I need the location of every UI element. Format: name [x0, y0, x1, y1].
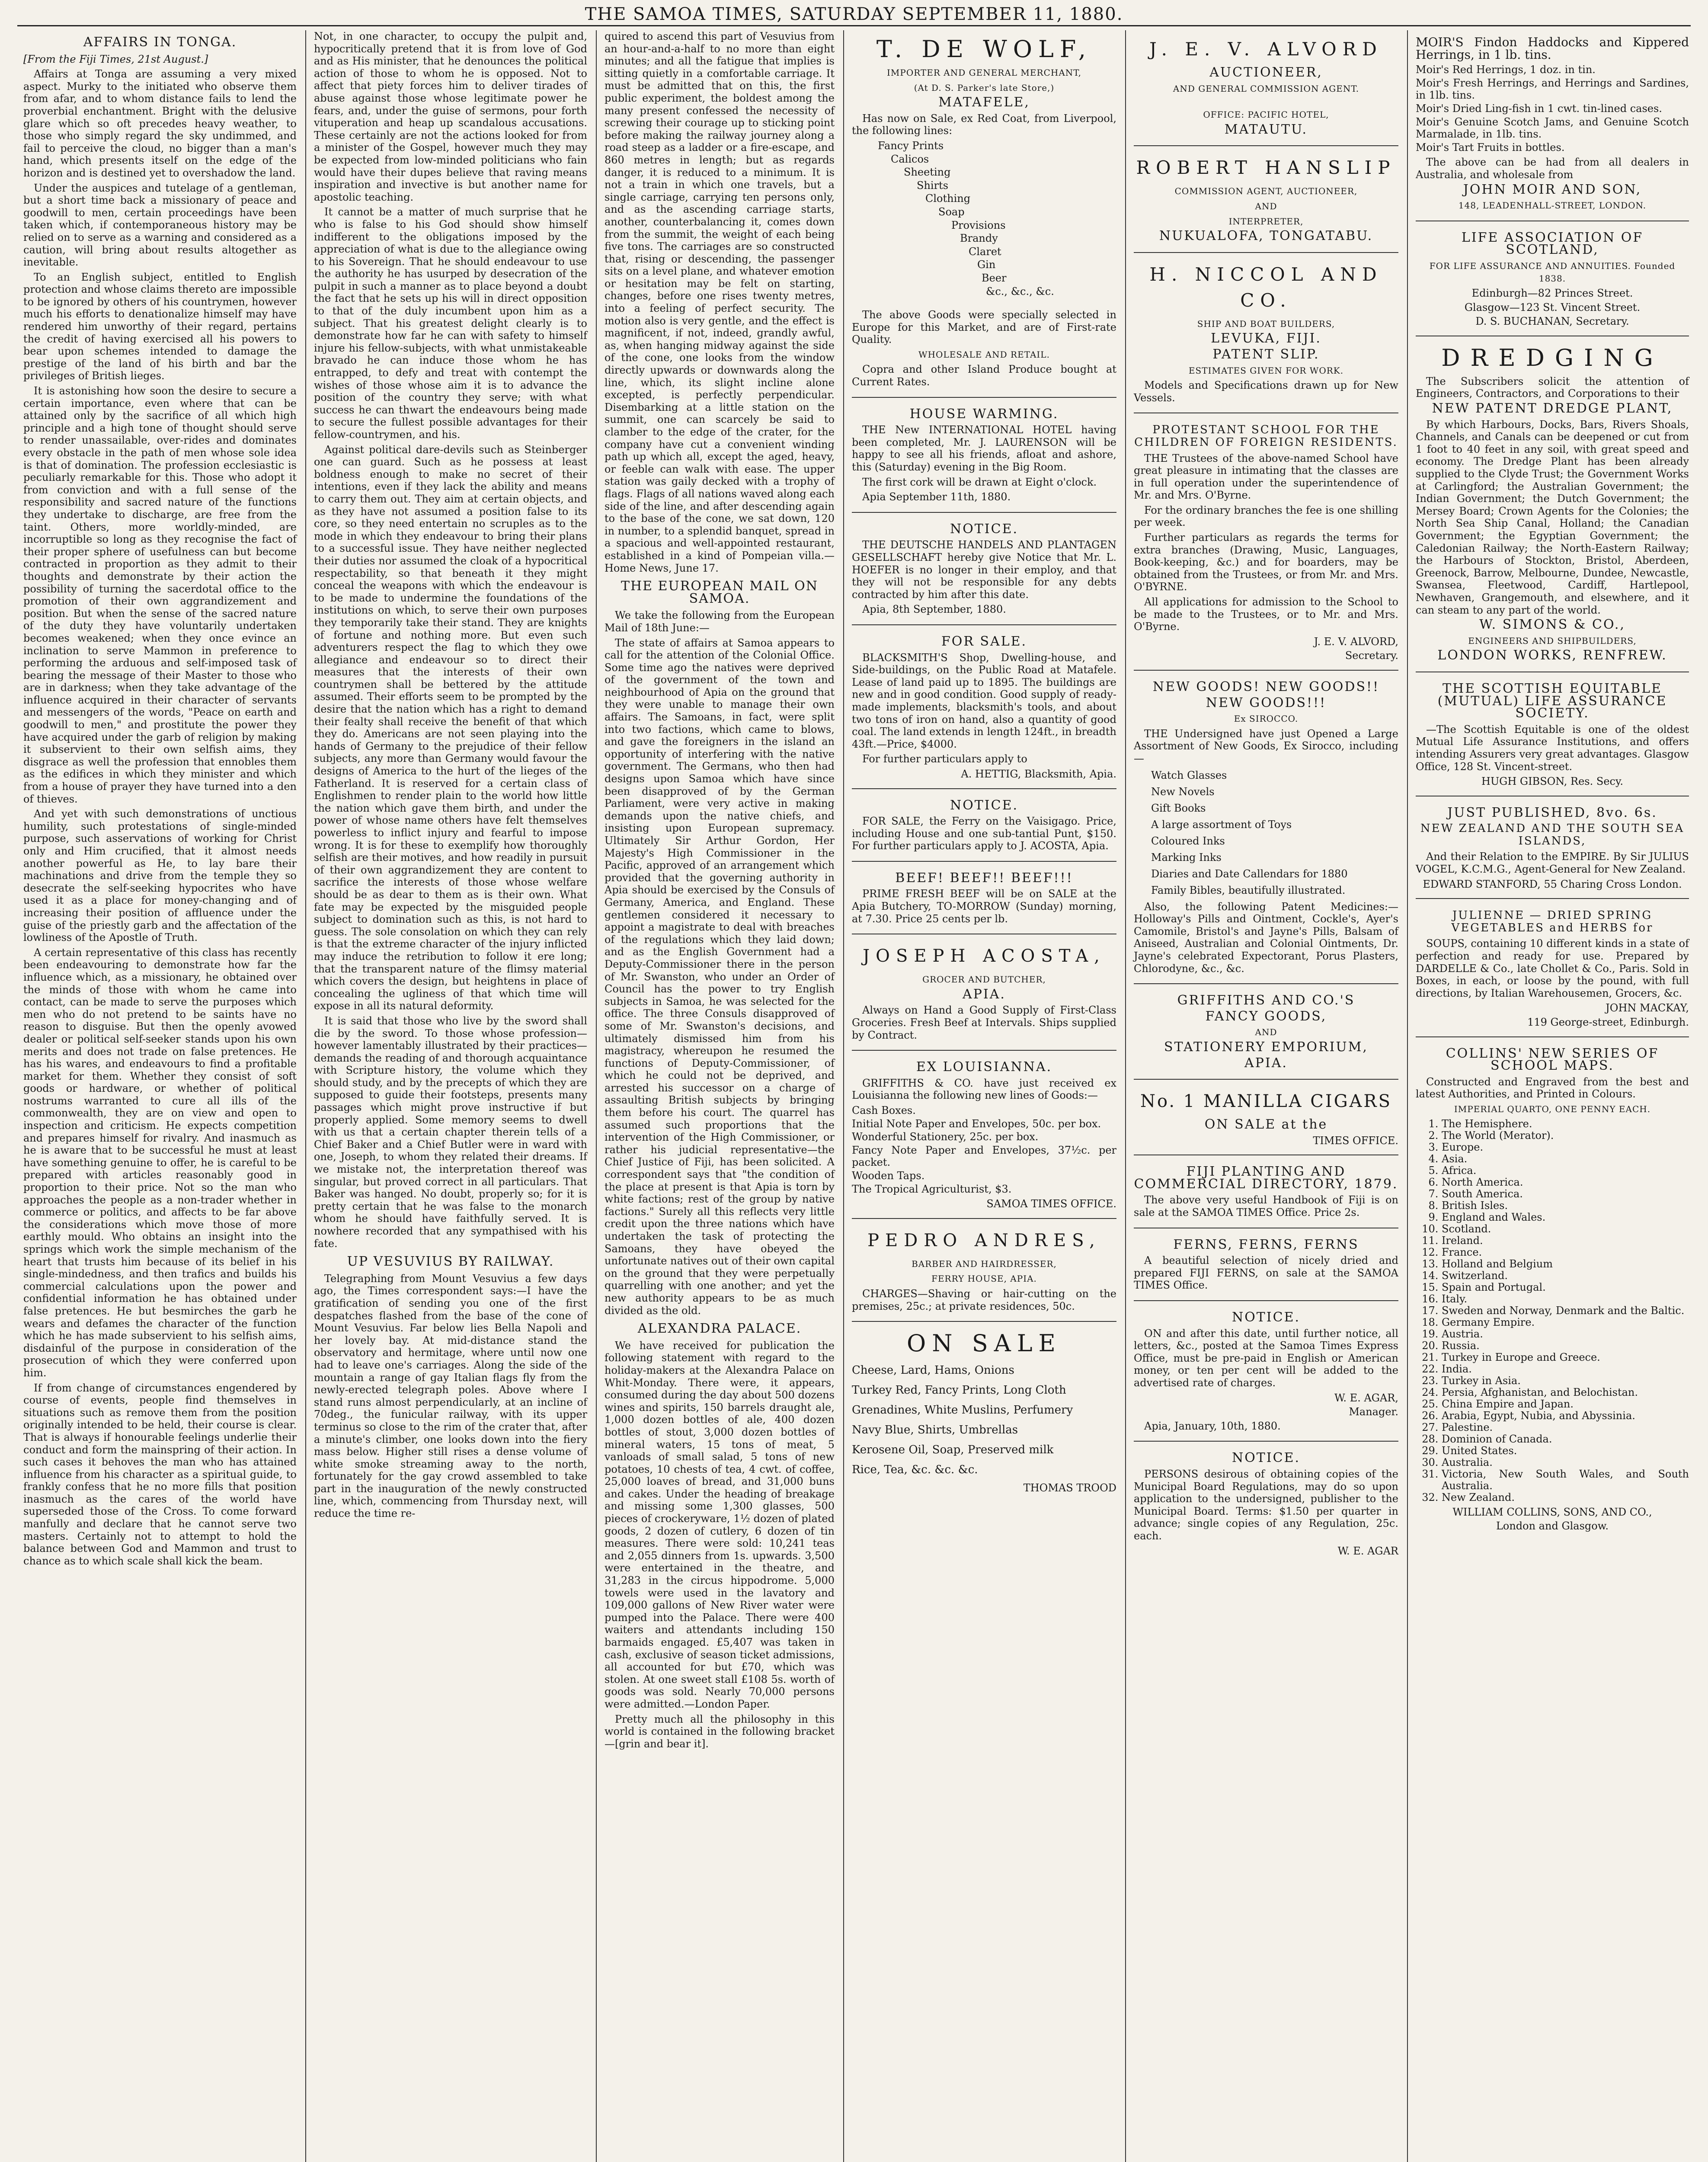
ad-name: DREDGING — [1441, 344, 1663, 371]
advertisement-collins-maps — [1416, 1040, 1689, 1540]
advertisement-for-sale-blacksmith — [852, 628, 1116, 789]
ad-body: PRIME FRESH BEEF will be on SALE at the Apia Butchery, TO-MORROW (Sunday) morning, at 7.30. Price 25 cents per lb. — [852, 888, 1116, 925]
ad-name: H. NICCOL AND CO. — [1149, 263, 1383, 311]
article-paragraph: If from change of circumstances engendered by course of events, people find themselves in situations such as remove them from the position originally intended to be held, their course is clear. That is always if honourable feelings underlie their conduct and form the mainspring of their action. In such cases it behoves the man who has attained influence from his character as a spiritual guide, to frankly confess that he no more fills that position inasmuch as the cares of the world have superseded those of the Cross. To come forward manfully and declare that he cannot serve two masters. Certainly not to attempt to hold the balance between God and Mammon and trust to chance as to which scale shall kick the beam. — [23, 1382, 297, 1567]
article-paragraph: A certain representative of this class has recently been endeavouring to demonstrate how far the influence which, as a missionary, he obtained over the minds of those with whom he came into contact, can be made to serve the purposes which men who do not pretend to be saints have no reason to disguise. But then the openly avowed dealer or political self-seeker stands upon his own merits and does not trade on false pretences. He has his wares, and endeavours to find a profitable market for them. Whether they consist of soft goods or hardware, or whether of political nostrums warranted to cure all ills of the commonwealth, they are on view and open to inspection and criticism. He expects competition and prepares himself for rivalry. And inasmuch as he is aware that to be successful he must at least have something genuine to offer, he is careful to be prepared with articles reasonably good in proportion to their price. Not so the man who approaches the people as a non-trader whether in commerce or politics, and affects to be far above the considerations which move those of more earthly mould. Who obtains an insight into the springs which work the simple mechanism of the heart that trusts him because of its belief in his single-mindedness, and then trafics and builds his commercial calculations upon the power and confidential information he has obtained under false pretences. He but besmirches the garb he wears and defames the character of the function which he has made subservient to his selfish aims, disdainful of the purpose in consideration of the prosecution of which they were conferred upon him. — [23, 946, 297, 1379]
ad-name: No. 1 MANILLA CIGARS — [1140, 1091, 1392, 1112]
map-list-item: 19. Austria. — [1442, 1328, 1689, 1340]
ad-subtitle: IMPERIAL QUARTO, ONE PENNY EACH. — [1454, 1103, 1651, 1114]
ad-place: MATAFELE, — [938, 95, 1030, 110]
article-paragraph: We take the following from the European Mail of 18th June:— — [605, 609, 835, 634]
map-list-item: 13. Holland and Belgium — [1442, 1258, 1689, 1270]
ad-item: Clothing — [925, 192, 971, 205]
ad-item: Moir's Fresh Herrings, and Herrings and Sardines, in 1lb. tins. — [1416, 77, 1689, 102]
article-source: [From the Fiji Times, 21st August.] — [23, 53, 208, 65]
ad-heading: PROTESTANT SCHOOL FOR THE CHILDREN OF FOREIGN RESIDENTS. — [1134, 423, 1398, 449]
map-list-item: 7. South America. — [1442, 1188, 1689, 1200]
ad-place: APIA. — [963, 986, 1006, 1002]
ad-subtitle: GROCER AND BUTCHER, — [922, 974, 1046, 985]
ad-address: London and Glasgow. — [1496, 1520, 1609, 1532]
column-rule — [1125, 30, 1126, 2162]
map-list-item: 14. Switzerland. — [1442, 1270, 1689, 1282]
ad-heading: FOR SALE. — [941, 633, 1027, 649]
ad-body: Also, the following Patent Medicines:—Holloway's Pills and Ointment, Cockle's, Ayer's Camomile, Bristol's and Jayne's Pills, Balsam of Aniseed, Australian and Colonial Ointments, Dr. Jayne's celebrated Expectorant, Porus Plasters, Chlorodyne, &c., &c. — [1134, 900, 1398, 975]
ad-address: 119 George-street, Edinburgh. — [1527, 1016, 1689, 1028]
ad-heading: NEW ZEALAND AND THE SOUTH SEA ISLANDS, — [1420, 822, 1685, 848]
ad-body: The above very useful Handbook of Fiji is on sale at the SAMOA TIMES Office. Price 2s. — [1134, 1194, 1398, 1219]
ad-heading: NEW GOODS!!! — [1206, 695, 1327, 710]
ad-item: Family Bibles, beautifully illustrated. — [1151, 884, 1346, 896]
ad-body: SOUPS, containing 10 different kinds in a state of perfection and ready for use. Prepared by DARDELLE & Co., late Chollet & Co., Paris. Sold in Boxes, in each, or loose by the pound, with full directions, by Italian Warehousemen, Grocers, &c. — [1416, 937, 1689, 999]
ad-signature: A. HETTIG, Blacksmith, Apia. — [961, 768, 1116, 780]
ad-item: Sheeting — [904, 166, 951, 179]
ad-heading: MOIR'S Findon Haddocks and Kippered Herrings, in 1 lb. tins. — [1416, 35, 1689, 62]
article-paragraph: It is astonishing how soon the desire to secure a certain importance, even where that can be attained only by the sacrifice of all which high principle and a high tone of thought should serve to render unassailable, over-rides and dominates every obstacle in the path of men whose sole idea is that of domination. The profession ecclesiastic is peculiarly remarkable for this. Those who adopt it from conviction and with a full sense of the responsibility and sacred nature of the functions they undertake to discharge, are free from the taint. Others, more worldly-minded, are incorruptible so long as they recognise the fact of their proper sphere of usefulness can but become contracted in proportion as they admit to their thoughts and demonstrate by their action the possibility of turning the sacerdotal office to the promotion of their own aggrandizement and position. But when the sense of the sacred nature of the duty they have voluntarily undertaken becomes weakened; when they once evince an inclination to serve Mammon in preference to performing the arduous and self-imposed task of bearing the message of their Master to those who are in darkness; when they take advantage of the influence acquired in their character of servants and messengers of the words, "Peace on earth and goodwill to men," and prostitute the power they have acquired under the garb of religion by making it subservient to their own selfish aims, they disgrace as well the profession that ennobles them as the edifices in which they minister and which from a house of prayer they have turned into a den of thieves. — [23, 385, 297, 805]
ad-body: FOR SALE, the Ferry on the Vaisigago. Price, including House and one sub-tantial Punt, $150. For further particulars apply to J. ACOSTA, Apia. — [852, 815, 1116, 852]
ad-heading: STATIONERY EMPORIUM, — [1164, 1039, 1368, 1055]
ad-place: LEVUKA, FIJI. — [1211, 331, 1321, 346]
ad-signature: HUGH GIBSON, Res. Secy. — [1481, 775, 1623, 788]
ad-subtitle: BARBER AND HAIRDRESSER, — [912, 1258, 1057, 1269]
ad-body: PERSONS desirous of obtaining copies of the Municipal Board Regulations, may do so upon application to the undersigned, publisher to the Municipal Board. Terms: $1.50 per quarter in advance; single copies of any Regulation, 25c. each. — [1134, 1468, 1398, 1542]
ad-item: Fancy Note Paper and Envelopes, 37½c. per packet. — [852, 1144, 1116, 1169]
advertisement-protestant-school — [1134, 416, 1398, 671]
ad-subtitle: INTERPRETER, — [1228, 216, 1304, 227]
ad-heading: NOTICE. — [950, 521, 1019, 537]
ad-signature: Apia, 8th September, 1880. — [862, 603, 1006, 616]
ad-body: Copra and other Island Produce bought at Current Rates. — [852, 363, 1116, 388]
ad-item: Cheese, Lard, Hams, Onions — [852, 1364, 1014, 1377]
ad-heading: COLLINS' NEW SERIES OF SCHOOL MAPS. — [1446, 1046, 1659, 1074]
map-list-item: 1. The Hemisphere. — [1442, 1118, 1689, 1130]
ad-body: The above Goods were specially selected in Europe for this Market, and are of First-rate Quality. — [852, 309, 1116, 346]
ad-item: Beer — [982, 272, 1007, 284]
ad-place: APIA. — [1244, 1055, 1288, 1071]
column-3 — [598, 30, 841, 2162]
masthead-title: THE SAMOA TIMES, SATURDAY SEPTEMBER 11, 1880. — [585, 4, 1123, 24]
ad-signature: W. E. AGAR, — [1334, 1391, 1398, 1404]
ad-signature: J. E. V. ALVORD, — [1314, 635, 1398, 648]
ad-signature: JOHN MOIR AND SON, — [1463, 182, 1642, 197]
ad-item-list — [1151, 768, 1398, 898]
ad-item: Calicos — [891, 153, 929, 165]
advertisement-manilla-cigars — [1134, 1082, 1398, 1155]
article-paragraph: We have received for publication the following statement with regard to the holiday-makers at the Alexandra Palace on Whit-Monday. There were, it appears, consumed during the day about 500 dozens wines and spirits, 150 barrels draught ale, 1,000 dozen bottles of ale, 400 dozen bottles of stout, 3,000 dozen bottles of mineral waters, 15 tons of meat, 5 vanloads of small salad, 5 tons of new potatoes, 10 chests of tea, 4 cwt. of coffee, 25,000 loaves of bread, and 31,000 buns and cakes. Under the heading of breakage and missing some 1,300 glasses, 500 pieces of crockeryware, 1½ dozen of plated goods, 2 dozen of cutlery, 6 dozen of tin measures. There were sold: 10,241 teas and 2,055 dinners from 1s. upwards. 3,500 were entertained in the theatre, and 31,283 in the circus hippodrome. 5,000 towels were used in the lavatory and 109,000 gallons of New River water were pumped into the Palace. There were 400 waiters and attendants including 150 barmaids engaged. £5,407 was taken in cash, exclusive of season ticket admissions, all accounted for but £70, which was stolen. At one sweet stall £108 5s. worth of goods was sold. Nearly 70,000 persons were admitted.—London Paper. — [605, 1339, 835, 1710]
advertisement-de-wolf — [852, 30, 1116, 398]
ad-item-list — [852, 1104, 1116, 1195]
ad-body: BLACKSMITH'S Shop, Dwelling-house, and Side-buildings, on the Public Road at Matafele. Lease of land paid up to 1895. The buildings are new and in good condition. Good supply of ready-made implements, blacksmith's tools, and about two tons of iron on hand, also a quantity of good coal. The land extends in length 124ft., in breadth 43ft.—Price, $4000. — [852, 651, 1116, 750]
map-list-item: 24. Persia, Afghanistan, and Belochistan. — [1442, 1387, 1689, 1398]
map-list-item: 23. Turkey in Asia. — [1442, 1375, 1689, 1387]
article-paragraph: quired to ascend this part of Vesuvius from an hour-and-a-half to no more than eight minutes; and all the fatigue that implies is sitting quietly in a comfortable carriage. It must be admitted that on this, the first public experiment, the boldest among the many present confessed the necessity of screwing their courage up to sticking point before making the railway journey along a road steep as a ladder or a fire-escape, and 860 metres in length; but as regards danger, it is reduced to a minimum. It is not a train in which one travels, but a single carriage, carrying ten persons only, and as the ascending carriage starts, another, counterbalancing it, comes down from the summit, the weight of each being five tons. The carriages are so constructed that, rising or descending, the passenger sits on a level plane, and whatever emotion or hesitation may be felt on starting, changes, before one rises twenty metres, into a feeling of perfect security. The motion also is very gentle, and the effect is magnificent, if not, indeed, grandly awful, as, when hanging midway against the side of the cone, one looks from the window directly upwards or downwards along the line, which, its slight incline alone excepted, is perfectly perpendicular. Disembarking at a little station on the summit, one can scarcely be said to clamber to the edge of the crater, for the company have cut a convenient winding path up which all, except the aged, heavy, or feeble can walk with ease. The upper station was gaily decked with a trophy of flags. Flags of all nations waved along each side of the line, and after descending again to the base of the cone, we sat down, 120 in number, to a splendid banquet, spread in a spacious and well-appointed restaurant, established in a kind of Pompeian villa.—Home News, June 17. — [605, 30, 835, 574]
ad-heading: BEEF! BEEF!! BEEF!!! — [895, 870, 1073, 886]
advertisement-just-published — [1416, 799, 1689, 899]
advertisement-andres — [852, 1222, 1116, 1322]
ad-signature: WILLIAM COLLINS, SONS, AND CO., — [1452, 1506, 1652, 1518]
article-paragraph: To an English subject, entitled to English protection and whose claims thereto are impossible to be ignored by others of his countrymen, however much his efforts to denationalize himself may have rendered him unworthy of their regard, pertains the credit of having exercised all his powers to bear upon schemes intended to damage the prestige of the land of his birth and bar the privileges of British lieges. — [23, 271, 297, 382]
map-list-item: 21. Turkey in Europe and Greece. — [1442, 1352, 1689, 1363]
article-paragraph: The state of affairs at Samoa appears to call for the attention of the Colonial Office. Some time ago the natives were deprived of the government of the town and neighbourhood of Apia on the ground that they were unable to manage their own affairs. The Samoans, in fact, were split into two factions, which came to blows, and gave the foreigners in the island an opportunity of interfering with the native government. The Germans, who then had designs upon Samoa which have since been disapproved of by the German Parliament, were very active in making demands upon the native chiefs, and insisting upon European supremacy. Ultimately Sir Arthur Gordon, Her Majesty's High Commissioner in the Pacific, approved of an arrangement which provided that the governing authority in Apia should be exercised by the Consuls of Germany, America, and England. These gentlemen considered it necessary to appoint a magistrate to deal with breaches of the regulations which they laid down; and as the English Government had a Deputy-Commissioner there in the person of Mr. Swanston, who under an Order of Council has the power to try English subjects in Samoa, he was selected for the office. The three Consuls disapproved of some of Mr. Swanston's decisions, and ultimately dismissed him from his magistracy, whereupon he resumed the functions of Deputy-Commissioner, of which he could not be deprived, and arrested his successor on a charge of assaulting British subjects by bringing them before his court. The quarrel has assumed such proportions that the intervention of the High Commissioner, or rather his judicial representative—the Chief Justice of Fiji, has been solicited. A correspondent says that "the condition of the place at present is that Apia is torn by white factions; rest of the group by native factions." Surely all this reflects very little credit upon the three nations which have undertaken the task of protecting the Samoans, they have obeyed the unfortunate natives out of their own capital on the ground that they were perpetually quarrelling with one another; and yet the new authority appears to be as much divided as the old. — [605, 636, 835, 1317]
ad-item: &c., &c., &c. — [986, 285, 1054, 297]
ad-item: Wooden Taps. — [852, 1169, 925, 1182]
map-list-item: 11. Ireland. — [1442, 1235, 1689, 1247]
ad-item: Navy Blue, Shirts, Umbrellas — [852, 1423, 1018, 1437]
map-list-item: 32. New Zealand. — [1442, 1492, 1689, 1503]
advertisement-ex-louisianna — [852, 1053, 1116, 1219]
ad-item-list — [878, 140, 1116, 297]
ad-item: Brandy — [960, 232, 998, 245]
column-4 — [846, 30, 1123, 2162]
map-list-item: 5. Africa. — [1442, 1165, 1689, 1177]
ad-body: ON and after this date, until further notice, all letters, &c., posted at the Samoa Times Express Office, must be pre-paid in English or American money, or ten per cent will be added to the advertised rate of charges. — [1134, 1327, 1398, 1389]
ad-body: Constructed and Engraved from the best and latest Authorities, and Printed in Colours. — [1416, 1075, 1689, 1100]
ad-heading: NOTICE. — [950, 797, 1019, 813]
map-list-item: 2. The World (Merator). — [1442, 1130, 1689, 1142]
ad-signature: THOMAS TROOD — [1023, 1482, 1116, 1494]
ad-name: T. DE WOLF, — [876, 35, 1092, 63]
ad-heading: THE SCOTTISH EQUITABLE (MUTUAL) LIFE ASSURANCE SOCIETY. — [1437, 681, 1667, 721]
ad-subtitle: ON SALE at the — [1204, 1117, 1328, 1132]
ad-address: 148, LEADENHALL-STREET, LONDON. — [1458, 200, 1647, 211]
ad-item: Moir's Tart Fruits in bottles. — [1416, 141, 1565, 154]
advertisement-notice-regulations — [1134, 1444, 1398, 1565]
article-paragraph: It cannot be a matter of much surprise that he who is false to his God should show himself indifferent to the obligations imposed by the appreciation of what is due to the allegiance owing to his Sovereign. That he should endeavour to use the authority he has usurped by desecration of the pulpit in such a manner as to place beyond a doubt the fact that he sets up his will in direct opposition to that of the duly incumbent upon him as a subject. That his greatest delight clearly is to demonstrate how far he can with safety to himself injure his fellow-subjects, with what unmistakeable bravado he can induce those whom he has entrapped, to defy and treat with contempt the wishes of those whose aim it is to advance the position of the country they serve; with what success he can thwart the endeavours being made to secure the fullest possible advantages for their fellow-countrymen, and his. — [314, 206, 587, 441]
ad-name: J. E. V. ALVORD — [1149, 38, 1383, 60]
article-paragraph: Not, in one character, to occupy the pulpit and, hypocritically pretend that it is from love of God and as His minister, that he denounces the political action of those to whom he is opposed. Not to affect that piety forces him to deliver tirades of abuse against those whose legitimate power he fears, and, under the guise of sermons, pour forth vituperation and heap up scandalous accusations. These certainly are not the actions looked for from a minister of the Gospel, however much they may be expected from low-minded politicians who fain would have their dupes believe that raving means inspiration and invective is but another name for apostolic teaching. — [314, 30, 587, 203]
ad-subtitle: AND GENERAL COMMISSION AGENT. — [1173, 83, 1359, 94]
ad-name: PEDRO ANDRES, — [867, 1230, 1101, 1251]
ad-item: A large assortment of Toys — [1151, 818, 1292, 831]
ad-item-list — [852, 1361, 1116, 1479]
map-list-item: 17. Sweden and Norway, Denmark and the Baltic. — [1442, 1305, 1689, 1317]
ad-item: Turkey Red, Fancy Prints, Long Cloth — [852, 1384, 1066, 1397]
ad-body: THE Undersigned have just Opened a Large Assortment of New Goods, Ex Sirocco, including— — [1134, 727, 1398, 764]
ad-body: Models and Specifications drawn up for New Vessels. — [1134, 379, 1398, 404]
ad-heading: PATENT SLIP. — [1212, 346, 1320, 362]
ad-address: LONDON WORKS, RENFREW. — [1437, 648, 1667, 663]
column-rule — [305, 30, 306, 2162]
column-5 — [1128, 30, 1404, 2162]
ad-heading: JUST PUBLISHED, 8vo. 6s. — [1447, 805, 1657, 820]
ad-heading: FERNS, FERNS, FERNS — [1173, 1237, 1359, 1252]
ad-subtitle: ENGINEERS AND SHIPBUILDERS, — [1468, 635, 1637, 646]
ad-signature: W. E. AGAR — [1337, 1545, 1398, 1557]
map-list-item: 4. Asia. — [1442, 1153, 1689, 1165]
map-list — [1442, 1118, 1689, 1503]
ad-heading: NEW GOODS! NEW GOODS!! — [1152, 679, 1380, 694]
ad-body: Further particulars as regards the terms for extra branches (Drawing, Music, Languages, Book-keeping, &c.) and for boarders, may be obtained from the Trustees, or from Mr. and Mrs. O'BYRNE. — [1134, 531, 1398, 593]
column-1 — [17, 30, 303, 2162]
map-list-item: 22. India. — [1442, 1363, 1689, 1375]
advertisement-new-goods — [1134, 673, 1398, 984]
article-paragraph: Telegraphing from Mount Vesuvius a few days ago, the Times correspondent says:—I have the gratification of sending you one of the first despatches flashed from the base of the cone of Mount Vesuvius. Far below lies Bella Napoli and her lovely bay. At mid-distance stand the observatory and hermitage, where until now one had to leave one's carriages. Along the side of the mountain a range of gay Italian flags fly from the newly-erected telegraph poles. Above where I stand runs almost perpendicularly, at an incline of 70deg., the funicular railway, with its upper terminus so close to the rim of the crater that, after a minute's climber, one looks down into the fiery mass below. Higher still rises a dense volume of white smoke streaming away to the north, fortunately for the gay crowd assembled to take part in the inauguration of the newly constructed line, which, commencing from Thursday next, will reduce the time re- — [314, 1272, 587, 1520]
article-headline: UP VESUVIUS BY RAILWAY. — [347, 1254, 554, 1270]
ad-body: By which Harbours, Docks, Bars, Rivers Shoals, Channels, and Canals can be deepened or cut from 1 foot to 40 feet in any soil, with great speed and economy. The Dredge Plant has been already supplied to the Clyde Trust; the Government Works at Carlingford; the Australian Government; the Indian Government; the Dutch Government; the Mersey Board; Crown Agents for the Colonies; the North Sea Ship Canal, Holland; the Canadian Government; the Egyptian Government; the Caledonian Railway; the North-Eastern Railway; the Harbours of Stockton, Bristol, Aberdeen, Greenock, Barrow, Melbourne, Dundee, Newcastle, Swansea, Fleetwood, Cardiff, Hartlepool, Newhaven, Grangemouth, and elsewhere, and it can steam to any part of the world. — [1416, 418, 1689, 616]
ad-body: A beautiful selection of nicely dried and prepared FIJI FERNS, on sale at the SAMOA TIMES Office. — [1134, 1254, 1398, 1292]
ad-item: Provisions — [951, 219, 1006, 231]
map-list-item: 27. Palestine. — [1442, 1422, 1689, 1433]
map-list-item: 10. Scotland. — [1442, 1223, 1689, 1235]
ad-signature: Secretary. — [1345, 649, 1398, 662]
ad-item: The Tropical Agriculturist, $3. — [852, 1183, 1012, 1195]
ad-heading: LIFE ASSOCIATION OF SCOTLAND, — [1461, 230, 1644, 258]
ad-body: THE DEUTSCHE HANDELS AND PLANTAGEN GESELLSCHAFT hereby give Notice that Mr. L. HOEFER is no longer in their employ, and that they will not be responsible for any debts contracted by him after this date. — [852, 539, 1116, 601]
ad-subtitle: AND — [1255, 1027, 1277, 1038]
ad-body: Always on Hand a Good Supply of First-Class Groceries. Fresh Beef at Intervals. Ships supplied by Contract. — [852, 1004, 1116, 1041]
advertisement-ferns — [1134, 1231, 1398, 1301]
ad-subtitle: FOR LIFE ASSURANCE AND ANNUITIES. Founded 1838. — [1429, 260, 1676, 284]
article-paragraph: And yet with such demonstrations of unctious humility, such protestations of single-minded purpose, such asservations of working for Christ only and Him crucified, that it almost needs another powerful as He, to lay bare their machinations and drive from the temple they so desecrate the self-seeking hypocrites who have used it as a place for money-changing and of increasing their position of affluence under the guise of the priestly garb and the affectation of the lowliness of the Apostle of Truth. — [23, 808, 297, 944]
ad-office: OFFICE: PACIFIC HOTEL, — [1203, 109, 1329, 120]
ad-subtitle: ESTIMATES GIVEN FOR WORK. — [1188, 365, 1344, 376]
ad-signature: D. S. BUCHANAN, Secretary. — [1475, 315, 1629, 328]
ad-subtitle: COMMISSION AGENT, AUCTIONEER, — [1174, 186, 1358, 197]
ad-body: GRIFFITHS & CO. have just received ex Louisianna the following new lines of Goods:— — [852, 1077, 1116, 1102]
ad-body: Has now on Sale, ex Red Coat, from Liverpool, the following lines: — [852, 112, 1116, 137]
ad-place: MATAUTU. — [1224, 122, 1308, 137]
ad-item: Initial Note Paper and Envelopes, 50c. per box. — [852, 1117, 1101, 1130]
advertisement-moir — [1416, 30, 1689, 221]
ad-heading: EX LOUISIANNA. — [916, 1059, 1052, 1075]
ad-heading: NEW PATENT DREDGE PLANT, — [1432, 401, 1673, 416]
ad-item: Shirts — [917, 179, 949, 192]
map-list-item: 15. Spain and Portugal. — [1442, 1282, 1689, 1293]
column-6 — [1410, 30, 1695, 2162]
advertisement-alvord — [1134, 30, 1398, 146]
article-headline: ALEXANDRA PALACE. — [637, 1321, 802, 1337]
advertisement-notice-dhpg — [852, 515, 1116, 625]
ad-name: ROBERT HANSLIP — [1136, 157, 1396, 179]
map-list-item: 16. Italy. — [1442, 1293, 1689, 1305]
ad-item: Cash Boxes. — [852, 1104, 916, 1116]
ad-heading: NOTICE. — [1231, 1310, 1301, 1325]
ad-date: Apia, January, 10th, 1880. — [1144, 1420, 1281, 1432]
ad-place: FERRY HOUSE, APIA. — [931, 1273, 1037, 1284]
map-list-item: 26. Arabia, Egypt, Nubia, and Abyssinia. — [1442, 1410, 1689, 1422]
advertisement-notice-postage — [1134, 1304, 1398, 1442]
ad-item: Claret — [969, 245, 1001, 258]
ad-item-list — [1416, 64, 1689, 154]
ad-item: Grenadines, White Muslins, Perfumery — [852, 1404, 1073, 1417]
ad-body: CHARGES—Shaving or hair-cutting on the premises, 25c.; at private residences, 50c. — [852, 1287, 1116, 1312]
ad-address: Edinburgh—82 Princes Street. — [1471, 287, 1633, 300]
ad-subtitle: Ex SIROCCO. — [1234, 713, 1299, 724]
map-list-item: 12. France. — [1442, 1247, 1689, 1258]
advertisement-dredging — [1416, 339, 1689, 672]
advertisement-notice-ferry — [852, 792, 1116, 862]
ad-item: Gift Books — [1151, 802, 1206, 814]
ad-item: Moir's Red Herrings, 1 doz. in tin. — [1416, 64, 1596, 76]
ad-signature: Manager. — [1349, 1406, 1398, 1418]
article-paragraph: It is said that those who live by the sword shall die by the sword. To those whose profession—however lamentably illustrated by their practices—demands the reading of and thorough acquaintance with Scripture history, the volume which they should study, and by the precepts of which they are supposed to guide their footsteps, presents many passages which might prove instructive if but properly applied. Some memory seems to dwell with us that a certain chapter therein tells of a Chief Baker and a Chief Butler were in ward with one, Joseph, to whom they related their dreams. If we mistake not, the interpretation thereof was singular, but proved correct in all particulars. That Baker was hanged. No doubt, properly so; for it is pretty certain that he was false to the monarch whom he should have faithfully served. It is nowhere recorded that any sympathised with his fate. — [314, 1014, 587, 1250]
column-2 — [308, 30, 593, 2162]
article-headline: AFFAIRS IN TONGA. — [83, 35, 237, 50]
ad-subtitle: AND — [1255, 201, 1277, 211]
advertisement-scottish-equitable — [1416, 675, 1689, 796]
advertisement-acosta — [852, 937, 1116, 1051]
map-list-item: 25. China Empire and Japan. — [1442, 1398, 1689, 1410]
ad-item: Moir's Dried Ling-fish in 1 cwt. tin-lined cases. — [1416, 102, 1662, 115]
ad-body: THE New INTERNATIONAL HOTEL having been completed, Mr. J. LAURENSON will be happy to see all his friends, afloat and ashore, this (Saturday) evening in the Big Room. — [852, 424, 1116, 473]
ad-signature: EDWARD STANFORD, 55 Charing Cross London. — [1423, 878, 1682, 890]
map-list-item: 8. British Isles. — [1442, 1200, 1689, 1212]
map-list-item: 20. Russia. — [1442, 1340, 1689, 1352]
ad-item: Fancy Prints — [878, 139, 944, 152]
column-rule — [843, 30, 844, 2162]
ad-place: NUKUALOFA, TONGATABU. — [1159, 228, 1373, 244]
ad-heading: AUCTIONEER, — [1209, 65, 1323, 80]
ad-heading: FIJI PLANTING AND COMMERCIAL DIRECTORY, 1879. — [1134, 1164, 1398, 1192]
advertisement-hanslip — [1134, 149, 1398, 253]
map-list-item: 28. Dominion of Canada. — [1442, 1433, 1689, 1445]
ad-body: The first cork will be drawn at Eight o'clock. — [862, 476, 1097, 488]
ad-item: Kerosene Oil, Soap, Preserved milk — [852, 1443, 1054, 1457]
ad-body: —The Scottish Equitable is one of the oldest Mutual Life Assurance Institutions, and offers intending Assurers very great advantages. Glasgow Office, 128 St. Vincent-street. — [1416, 723, 1689, 773]
ad-heading: NOTICE. — [1231, 1450, 1301, 1466]
ad-address: Glasgow—123 St. Vincent Street. — [1464, 301, 1641, 313]
map-list-item: 30. Australia. — [1442, 1457, 1689, 1468]
article-paragraph: Pretty much all the philosophy in this world is contained in the following bracket—[grin and bear it]. — [605, 1713, 835, 1750]
ad-heading: JULIENNE — DRIED SPRING VEGETABLES and HERBS for — [1451, 909, 1654, 934]
ad-heading: HOUSE WARMING. — [909, 406, 1059, 422]
ad-body: For further particulars apply to — [862, 753, 1027, 765]
ad-signature: Apia September 11th, 1880. — [862, 491, 1011, 503]
advertisement-beef — [852, 864, 1116, 934]
advertisement-griffiths-fancy — [1134, 987, 1398, 1080]
map-list-item: 29. United States. — [1442, 1445, 1689, 1457]
ad-body: For the ordinary branches the fee is one shilling per week. — [1134, 504, 1398, 529]
ad-body: The above can be had from all dealers in Australia, and wholesale from — [1416, 156, 1689, 181]
ad-signature: JOHN MACKAY, — [1606, 1002, 1689, 1014]
map-list-item: 9. England and Wales. — [1442, 1212, 1689, 1223]
map-list-item: 31. Victoria, New South Wales, and South Australia. — [1442, 1468, 1689, 1492]
ad-body: The Subscribers solicit the attention of Engineers, Contractors, and Corporations to their — [1416, 375, 1689, 400]
ad-item: New Novels — [1151, 785, 1215, 798]
ad-signature: W. SIMONS & CO., — [1479, 617, 1625, 633]
article-paragraph: Affairs at Tonga are assuming a very mixed aspect. Murky to the initiated who observe them from afar, and to whom distance fails to lend the proverbial enchantment. Bright with the delusive glare which so oft precedes heavy weather, to those who simply regard the sky undimmed, and fail to perceive the cloud, no bigger than a man's hand, which presents itself on the edge of the horizon and is destined yet to overshadow the land. — [23, 68, 297, 179]
ad-item: Watch Glasses — [1151, 769, 1227, 781]
advertisement-house-warming — [852, 400, 1116, 513]
ad-signature: TIMES OFFICE. — [1313, 1134, 1398, 1147]
ad-name: GRIFFITHS AND CO.'S — [1177, 993, 1355, 1008]
advertisement-on-sale — [852, 1324, 1116, 1502]
map-list-item: 6. North America. — [1442, 1177, 1689, 1188]
ad-item: Gin — [977, 259, 996, 271]
article-paragraph: Under the auspices and tutelage of a gentleman, but a short time back a missionary of peace and goodwill to men, certain proceedings have been taken which, if contemporaneous history may be relied on to serve as a warning and considered as a caution, will bring about results altogether as inevitable. — [23, 182, 297, 269]
ad-signature: SAMOA TIMES OFFICE. — [986, 1198, 1116, 1210]
map-list-item: 3. Europe. — [1442, 1142, 1689, 1153]
ad-item: Marking Inks — [1151, 851, 1222, 864]
ad-body: And their Relation to the EMPIRE. By Sir JULIUS VOGEL, K.C.M.G., Agent-General for New Zealand. — [1416, 851, 1689, 876]
ad-subtitle: SHIP AND BOAT BUILDERS, — [1197, 318, 1335, 329]
ad-subtitle: WHOLESALE AND RETAIL. — [918, 349, 1050, 360]
column-rule — [1407, 30, 1408, 2162]
ad-item: Wonderful Stationery, 25c. per box. — [852, 1131, 1039, 1143]
ad-name: JOSEPH ACOSTA, — [863, 946, 1106, 966]
advertisement-life-association — [1416, 224, 1689, 336]
ad-subtitle: (At D. S. Parker's late Store,) — [914, 82, 1055, 93]
ad-item: Moir's Genuine Scotch Jams, and Genuine Scotch Marmalade, in 1lb. tins. — [1416, 115, 1689, 141]
ad-item: Soap — [938, 205, 965, 218]
ad-heading: FANCY GOODS, — [1205, 1008, 1327, 1024]
ad-body: All applications for admission to the School to be made to the Trustees, or to Mr. and Mrs. O'Byrne. — [1134, 596, 1398, 633]
advertisement-fiji-directory — [1134, 1158, 1398, 1228]
advertisement-julienne — [1416, 902, 1689, 1037]
ad-name: ON SALE — [907, 1330, 1062, 1357]
ad-item: Coloured Inks — [1151, 835, 1225, 847]
masthead — [17, 3, 1691, 26]
ad-item: Rice, Tea, &c. &c. &c. — [852, 1463, 978, 1477]
ad-item: Diaries and Date Callendars for 1880 — [1151, 867, 1348, 880]
ad-body: THE Trustees of the above-named School have great pleasure in intimating that the classes are in full operation under the superintendence of Mr. and Mrs. O'Byrne. — [1134, 452, 1398, 502]
advertisement-niccol — [1134, 256, 1398, 414]
ad-subtitle: IMPORTER AND GENERAL MERCHANT, — [886, 67, 1082, 78]
column-rule — [596, 30, 597, 2162]
article-paragraph: Against political dare-devils such as Steinberger one can guard. Such as he possess at least boldness enough to make no secret of their intentions, even if they lack the ability and means to carry them out. They aim at certain objects, and as they have not assumed a position false to its core, so they need entertain no scruples as to the mode in which they endeavour to bring their plans to a successful issue. They have neither neglected their duties nor assumed the cloak of a hypocritical respectability, so that beneath it they might conceal the weapons with which the endeavour is to be made to undermine the foundations of the institutions on which, to serve their own purposes they temporarily take their stand. They are knights of fortune and nothing more. But even such adventurers respect the flag to which they owe allegiance and endeavour so to direct their measures that the interests of their own countrymen shall be bettered by the attitude assumed. Their efforts seem to be prompted by the desire that the nation which has a right to demand their fealty shall receive the benefit of that which they do. Americans are not seen playing into the hands of Germany to the prejudice of their fellow subjects, any more than Germany would favour the designs of America to the hurt of the lieges of the Fatherland. It is reserved for a certain class of Englishmen to render plain to the world how little the nation which gave them birth, and under the power of whose name others have felt themselves powerless to inflict injury and fearful to impose wrong. It is for these to exemplify how thoroughly selfish are their motives, and how readily in pursuit of their own aggrandizement they are content to sacrifice the interests of those whose welfare should be as dear to them as is their own. What fate may be expected by the misguided people subject to domination such as this, is not hard to guess. The sole consolation on which they can rely is that the extreme character of the injury inflicted may induce the retribution to follow it ere long; that the transparent nature of the flimsy material which covers the design, but heightens in place of concealing the ugliness of that which time will expose in all its natural deformity. — [314, 443, 587, 1012]
map-list-item: 18. Germany Empire. — [1442, 1317, 1689, 1328]
article-headline: THE EUROPEAN MAIL ON SAMOA. — [621, 579, 819, 606]
